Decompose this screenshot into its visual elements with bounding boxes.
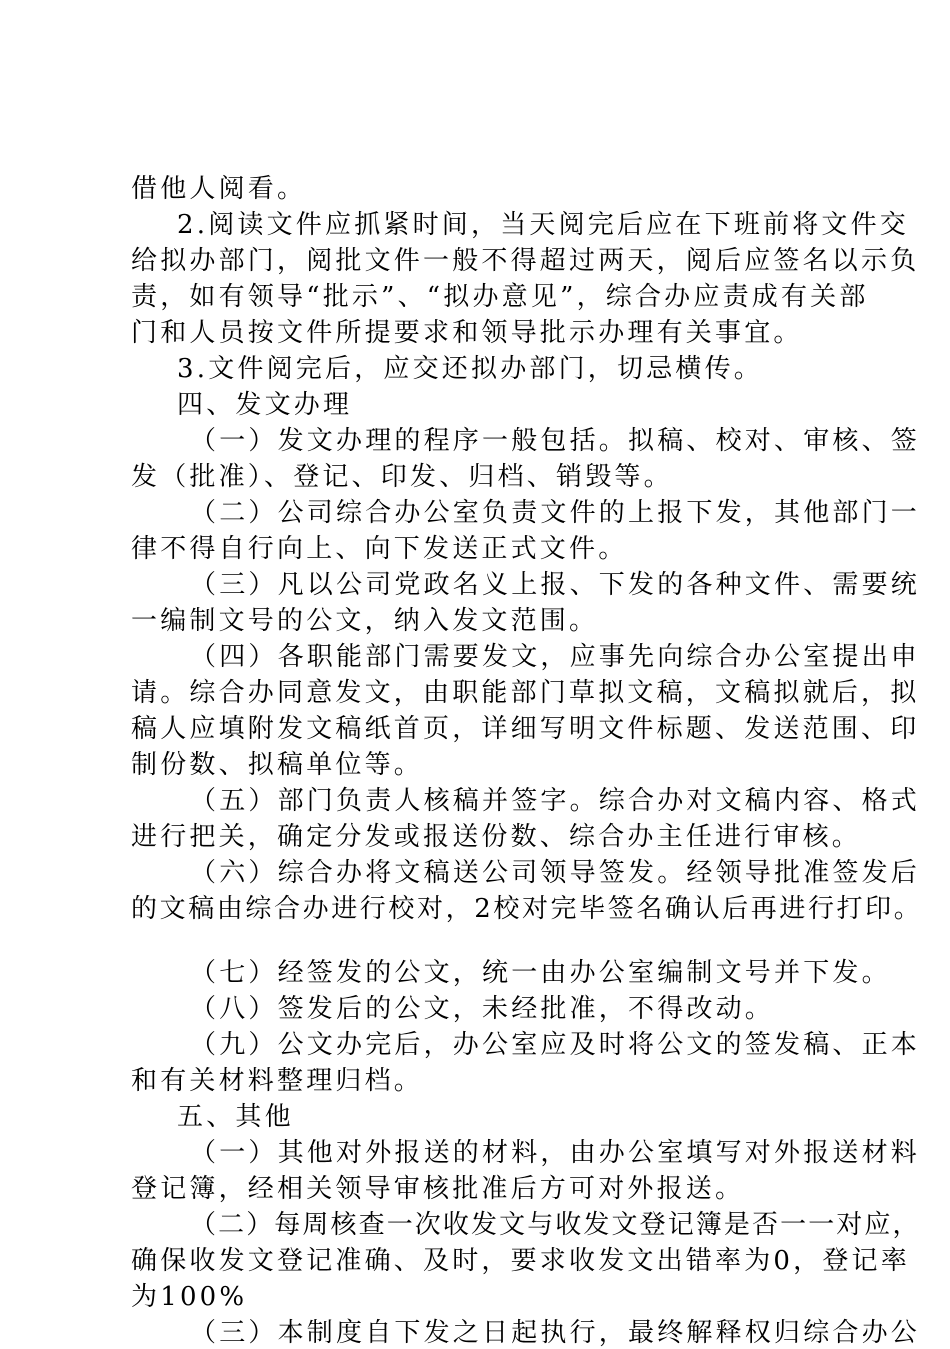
text-line: （二）每周核查一次收发文与收发文登记簿是否一一对应，: [190, 1210, 921, 1240]
text-line: 的文稿由综合办进行校对，2校对完毕签名确认后再进行打印。: [131, 894, 923, 924]
text-line: 律不得自行向上、向下发送正式文件。: [131, 534, 628, 564]
text-line: 借他人阅看。: [131, 174, 307, 204]
text-line: 一编制文号的公文，纳入发文范围。: [131, 606, 599, 636]
text-line: 2.阅读文件应抓紧时间，当天阅完后应在下班前将文件交: [177, 210, 910, 240]
text-line: （五）部门负责人核稿并签字。综合办对文稿内容、格式: [190, 786, 921, 816]
text-line: （六）综合办将文稿送公司领导签发。经领导批准签发后: [190, 858, 921, 888]
text-line: 给拟办部门，阅批文件一般不得超过两天，阅后应签名以示负: [131, 246, 920, 276]
text-line: （七）经签发的公文，统一由办公室编制文号并下发。: [190, 958, 891, 988]
text-line: （四）各职能部门需要发文，应事先向综合办公室提出申: [190, 642, 921, 672]
text-line: 责，如有领导“批示”、“拟办意见”，综合办应责成有关部: [131, 282, 869, 312]
text-line: 3.文件阅完后，应交还拟办部门，切忌横传。: [177, 354, 764, 384]
text-line: 门和人员按文件所提要求和领导批示办理有关事宜。: [131, 318, 803, 348]
text-line: 制份数、拟稿单位等。: [131, 750, 424, 780]
text-line: （九）公文办完后，办公室应及时将公文的签发稿、正本: [190, 1030, 921, 1060]
text-line: 请。综合办同意发文，由职能部门草拟文稿，文稿拟就后，拟: [131, 678, 920, 708]
text-line: 登记簿，经相关领导审核批准后方可对外报送。: [131, 1174, 745, 1204]
section-heading: 五、其他: [177, 1102, 294, 1132]
text-line: 发（批准）、登记、印发、归档、销毁等。: [131, 462, 673, 492]
text-line: （二）公司综合办公室负责文件的上报下发，其他部门一: [190, 498, 921, 528]
text-line: 和有关材料整理归档。: [131, 1066, 424, 1096]
text-line: 进行把关，确定分发或报送份数、综合办主任进行审核。: [131, 822, 862, 852]
section-heading: 四、发文办理: [177, 390, 353, 420]
text-line: （一）发文办理的程序一般包括。拟稿、校对、审核、签: [190, 426, 921, 456]
text-line: （三）本制度自下发之日起执行，最终解释权归综合办公: [190, 1318, 921, 1348]
text-line: （三）凡以公司党政名义上报、下发的各种文件、需要统: [190, 570, 921, 600]
text-line: 确保收发文登记准确、及时，要求收发文出错率为0，登记率: [131, 1246, 910, 1276]
text-line: 为100%: [131, 1282, 248, 1312]
text-line: 稿人应填附发文稿纸首页，详细写明文件标题、发送范围、印: [131, 714, 920, 744]
text-line: （八）签发后的公文，未经批准，不得改动。: [190, 994, 775, 1024]
text-line: （一）其他对外报送的材料，由办公室填写对外报送材料: [190, 1138, 921, 1168]
